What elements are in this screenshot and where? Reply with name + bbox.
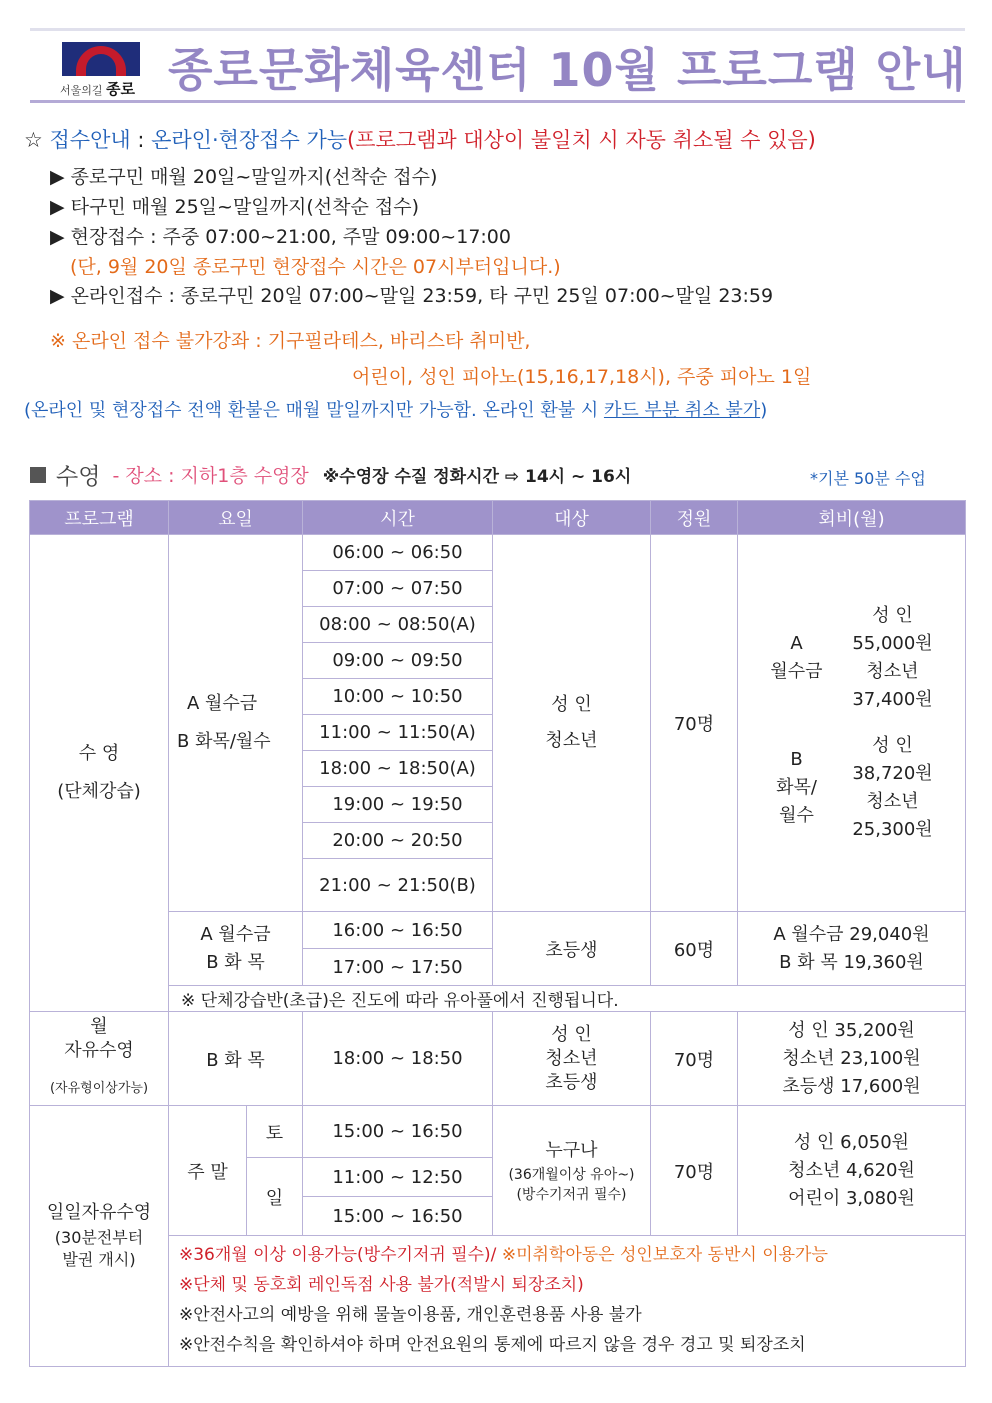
daily-sat: 토	[247, 1106, 303, 1158]
header-fee: 회비(월)	[738, 501, 966, 535]
kid-days-a: A 월수금	[200, 923, 271, 945]
section-title: 수영	[56, 464, 101, 490]
daily-sun: 일	[247, 1158, 303, 1236]
monthly-target-cell	[493, 1012, 651, 1106]
daily-capacity: 70명	[651, 1106, 738, 1236]
time-cell: 10:00 ~ 10:50	[303, 679, 493, 715]
group-days-cell	[169, 535, 303, 912]
monthly-fee-cell	[738, 1012, 966, 1106]
group-target-cell	[493, 535, 651, 912]
no-online-line-1: ※ 온라인 접수 불가강좌 : 기구필라테스, 바리스타 취미반,	[50, 330, 531, 352]
fee-b-youth: 청소년	[866, 791, 919, 812]
kid-days-cell	[169, 912, 303, 986]
time-cell: 11:00 ~ 12:50	[303, 1158, 493, 1197]
logo-arc-inner	[86, 54, 116, 76]
notice-colon: :	[130, 128, 152, 152]
kid-fee-cell	[738, 912, 966, 986]
logo-small-text: 서울의길	[60, 84, 103, 97]
fee-a-label	[756, 630, 838, 686]
swim-program-table	[29, 500, 966, 1367]
purify-note: ※수영장 수질 정화시간 ⇨ 14시 ~ 16시	[322, 467, 632, 487]
refund-line	[24, 396, 767, 422]
section-header	[30, 458, 631, 491]
square-icon	[30, 467, 46, 483]
daily-fee-adult: 성 인 6,050원	[793, 1131, 910, 1153]
monthly-fee-adult: 성 인 35,200원	[788, 1019, 915, 1041]
table-row	[30, 912, 966, 949]
daily-target-all: 누구나	[545, 1139, 598, 1161]
monthly-program-1: 월	[90, 1015, 108, 1037]
notice-item-4: ▶ 온라인접수 : 종로구민 20일 07:00~말일 23:59, 타 구민 25일 07:00~말일 23:59	[50, 285, 774, 307]
kid-fee-b: B 화 목 19,360원	[779, 951, 924, 973]
monthly-days: B 화 목	[169, 1012, 303, 1106]
time-cell: 06:00 ~ 06:50	[303, 535, 493, 571]
time-cell: 19:00 ~ 19:50	[303, 787, 493, 823]
time-cell: 09:00 ~ 09:50	[303, 643, 493, 679]
group-target-adult: 성 인	[551, 694, 592, 715]
monthly-program-2: 자유수영	[64, 1039, 134, 1061]
group-fee-cell	[738, 535, 966, 912]
daily-target-cell	[493, 1106, 651, 1236]
table-row	[30, 1012, 966, 1106]
logo-big-text: 종로	[106, 80, 135, 98]
top-rule	[30, 28, 965, 31]
kid-capacity: 60명	[651, 912, 738, 986]
daily-notes-cell	[169, 1236, 966, 1367]
time-cell: 11:00 ~ 11:50(A)	[303, 715, 493, 751]
group-days-b: B 화목/월수	[177, 731, 271, 752]
basic-class-note: *기본 50분 수업	[810, 469, 926, 488]
table-row	[30, 535, 966, 571]
fee-a-youth-price: 37,400원	[852, 689, 933, 710]
daily-fee-youth: 청소년 4,620원	[788, 1159, 915, 1181]
notice-item-2: ▶ 타구민 매월 25일~말일까지(선착순 접수)	[50, 196, 420, 218]
time-cell: 18:00 ~ 18:50(A)	[303, 751, 493, 787]
daily-fee-cell	[738, 1106, 966, 1236]
time-cell: 17:00 ~ 17:50	[303, 949, 493, 986]
daily-note-1a: ※36개월 이상 이용가능(방수기저귀 필수)/	[179, 1245, 497, 1265]
group-target-youth: 청소년	[545, 730, 598, 751]
group-program-sub: (단체강습)	[57, 781, 141, 802]
monthly-target-kid: 초등생	[545, 1071, 598, 1093]
header-time: 시간	[303, 501, 493, 535]
fee-b-label	[756, 746, 838, 830]
fee-b-adult: 성 인	[872, 735, 913, 756]
monthly-target-adult: 성 인	[551, 1023, 592, 1045]
monthly-program-cell	[30, 1012, 169, 1106]
jongno-logo	[58, 40, 146, 98]
table-row	[30, 1106, 966, 1158]
refund-close: )	[760, 400, 768, 421]
fee-a-youth: 청소년	[866, 661, 919, 682]
table-header-row	[30, 501, 966, 535]
fee-a-adult: 성 인	[872, 605, 913, 626]
daily-note-1b: ※미취학아동은 성인보호자 동반시 이용가능	[501, 1245, 828, 1265]
monthly-target-youth: 청소년	[545, 1047, 598, 1069]
header-target: 대상	[493, 501, 651, 535]
monthly-fee-kid: 초등생 17,600원	[782, 1075, 921, 1097]
time-cell: 15:00 ~ 16:50	[303, 1106, 493, 1158]
header-program: 프로그램	[30, 501, 169, 535]
header-capacity: 정원	[651, 501, 738, 535]
fee-b-letter: B	[790, 749, 803, 770]
daily-note-2: ※단체 및 동호회 레인독점 사용 불가(적발시 퇴장조치)	[179, 1275, 584, 1295]
daily-weekend: 주 말	[169, 1106, 247, 1236]
notice-main: 온라인·현장접수 가능	[151, 128, 348, 152]
fee-b-youth-price: 25,300원	[852, 819, 933, 840]
notice-label: 접수안내	[49, 128, 131, 152]
monthly-time: 18:00 ~ 18:50	[303, 1012, 493, 1106]
daily-program-cell	[30, 1106, 169, 1367]
daily-fee-child: 어린이 3,080원	[788, 1187, 915, 1209]
fee-b-adult-price: 38,720원	[852, 763, 933, 784]
daily-program-3: 발권 개시)	[62, 1250, 136, 1269]
refund-underlined: 카드 부분 취소 불가	[603, 400, 761, 421]
notice-exception: (단, 9월 20일 종로구민 현장접수 시간은 07시부터입니다.)	[70, 256, 561, 278]
monthly-program-sub: (자유형이상가능)	[49, 1080, 149, 1096]
page-title: 종로문화체육센터 10월 프로그램 안내	[168, 43, 967, 97]
fee-a-days: 월수금	[770, 661, 823, 682]
kid-target: 초등생	[493, 912, 651, 986]
table-row	[30, 986, 966, 1012]
time-cell: 08:00 ~ 08:50(A)	[303, 607, 493, 643]
title-underline	[30, 100, 965, 103]
notice-warning: (프로그램과 대상이 불일치 시 자동 취소될 수 있음)	[347, 128, 816, 152]
fee-a-values	[838, 602, 948, 714]
monthly-capacity: 70명	[651, 1012, 738, 1106]
group-program-cell	[30, 535, 169, 1012]
daily-note-4: ※안전수칙을 확인하셔야 하며 안전요원의 통제에 따르지 않을 경우 경고 및 퇴장조치	[179, 1335, 806, 1355]
kid-days-b: B 화 목	[206, 951, 265, 973]
fee-b-days-2: 월수	[779, 805, 814, 826]
daily-note-3: ※안전사고의 예방을 위해 물놀이용품, 개인훈련용품 사용 불가	[179, 1305, 642, 1325]
fee-a-adult-price: 55,000원	[852, 633, 933, 654]
notice-item-3: ▶ 현장접수 : 주중 07:00~21:00, 주말 09:00~17:00	[50, 226, 511, 248]
section-location: - 장소 : 지하1층 수영장	[112, 465, 309, 487]
logo-text	[60, 78, 146, 99]
fee-b-days: 화목/	[776, 777, 817, 798]
time-cell: 16:00 ~ 16:50	[303, 912, 493, 949]
daily-program-1: 일일자유수영	[46, 1202, 152, 1223]
group-capacity: 70명	[651, 535, 738, 912]
fee-b-values	[838, 732, 948, 844]
notice-line	[24, 124, 816, 154]
star-icon: ☆	[24, 128, 43, 152]
daily-target-age: (36개월이상 유아~)	[508, 1166, 635, 1183]
no-online-line-2: 어린이, 성인 피아노(15,16,17,18시), 주중 피아노 1일	[352, 366, 812, 388]
header-days: 요일	[169, 501, 303, 535]
refund-text: (온라인 및 현장접수 전액 환불은 매월 말일까지만 가능함. 온라인 환불 시	[24, 400, 604, 421]
time-cell: 20:00 ~ 20:50	[303, 823, 493, 859]
daily-target-diaper: (방수기저귀 필수)	[516, 1186, 627, 1203]
kid-fee-a: A 월수금 29,040원	[773, 923, 930, 945]
time-cell: 15:00 ~ 16:50	[303, 1197, 493, 1236]
group-program: 수 영	[78, 743, 120, 764]
group-days-a: A 월수금	[187, 693, 258, 714]
fee-a-letter: A	[790, 633, 803, 654]
monthly-fee-youth: 청소년 23,100원	[782, 1047, 921, 1069]
notice-item-1: ▶ 종로구민 매월 20일~말일까지(선착순 접수)	[50, 166, 438, 188]
group-note: ※ 단체강습반(초급)은 진도에 따라 유아풀에서 진행됩니다.	[169, 986, 966, 1012]
time-cell: 07:00 ~ 07:50	[303, 571, 493, 607]
daily-program-2: (30분전부터	[54, 1228, 144, 1247]
time-cell: 21:00 ~ 21:50(B)	[303, 859, 493, 912]
